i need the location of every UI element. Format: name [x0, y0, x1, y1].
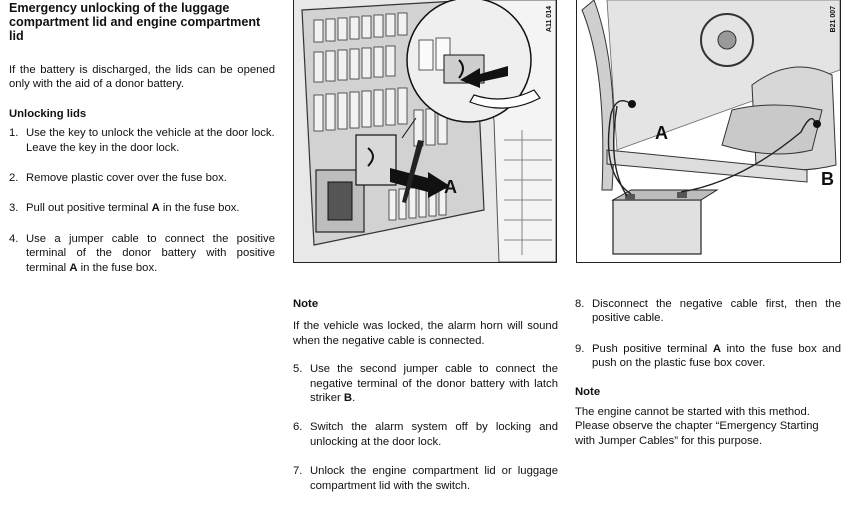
step-number: 6. [293, 421, 303, 434]
step-text-part: into the fuse box and push on the plastic fuse box cover. [592, 342, 841, 370]
latch-striker-b-ref: B [343, 392, 353, 405]
step-text-part: Push positive terminal [592, 342, 713, 355]
step-6 [293, 420, 558, 449]
figure-vehicle-interior [576, 0, 841, 263]
step-text-part: . [352, 392, 356, 405]
figure-fuse-box [293, 0, 557, 263]
terminal-a-ref: A [712, 342, 721, 355]
step-1 [9, 126, 275, 155]
step-text-part: Use a jumper cable to connect the positive terminal of the donor battery with positive terminal [26, 232, 275, 274]
note-heading: Note [293, 298, 319, 310]
step-text [592, 342, 841, 371]
step-8 [575, 297, 841, 326]
step-text: Remove plastic cover over the fuse box. [26, 172, 227, 185]
vehicle-interior-illustration [577, 0, 840, 262]
step-text [310, 362, 558, 405]
step-text [26, 232, 275, 275]
step-3 [9, 201, 275, 215]
note-text: If the vehicle was locked, the alarm horn will sound when the negative cable is connected. [293, 320, 558, 347]
terminal-a-ref: A [151, 202, 160, 215]
step-number: 4. [9, 232, 19, 245]
note-text: The engine cannot be started with this method. Please observe the chapter “Emergency Starting with Jumper Cables” for this purpose. [575, 406, 819, 447]
label-terminal-a: A [655, 123, 668, 143]
label-latch-striker-b: B [821, 169, 834, 189]
figure-number: B21 007 [830, 6, 837, 33]
step-text-part: in the fuse box. [77, 261, 158, 274]
step-number: 9. [575, 342, 585, 355]
step-text-part: Pull out positive terminal [26, 202, 152, 215]
step-text: Switch the alarm system off by locking and unlocking at the door lock. [310, 421, 558, 448]
right-column [575, 297, 841, 448]
step-9 [575, 342, 841, 371]
step-text-part: Use the second jumper cable to connect the negative terminal of the donor battery with latch striker [310, 363, 558, 405]
step-number: 2. [9, 172, 19, 185]
step-text: Unlock the engine compartment lid or luggage compartment lid with the switch. [310, 465, 558, 492]
step-text: Disconnect the negative cable first, then the positive cable. [592, 298, 841, 325]
note-heading: Note [575, 385, 601, 398]
step-number: 1. [9, 127, 19, 140]
step-text [26, 201, 275, 215]
step-2 [9, 171, 275, 185]
step-7 [293, 464, 558, 493]
step-number: 7. [293, 465, 303, 478]
intro-paragraph: If the battery is discharged, the lids can be opened only with the aid of a donor battery. [9, 64, 275, 91]
step-5 [293, 362, 558, 405]
left-column [9, 1, 275, 275]
step-number: 8. [575, 298, 585, 310]
step-text-continued: Leave the key in the door lock. [26, 141, 180, 154]
step-number: 5. [293, 363, 303, 376]
label-terminal-a: A [444, 177, 457, 197]
subheading-unlocking-lids: Unlocking lids [9, 107, 87, 120]
fuse-box-illustration [294, 0, 556, 262]
step-number: 3. [9, 202, 19, 215]
terminal-a-ref: A [69, 261, 78, 274]
step-text: Use the key to unlock the vehicle at the door lock. [26, 127, 275, 140]
page-title: Emergency unlocking of the luggage compartment lid and engine compartment lid [9, 1, 261, 43]
figure-number: A11 014 [546, 6, 553, 33]
step-text-part: in the fuse box. [159, 202, 240, 215]
middle-column [293, 297, 558, 493]
step-4 [9, 232, 275, 275]
